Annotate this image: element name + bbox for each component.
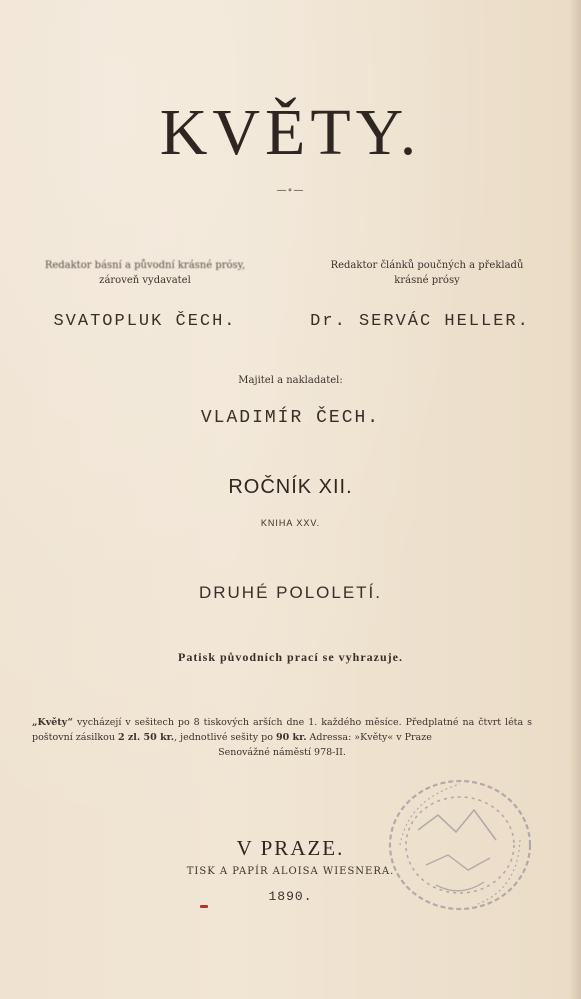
ink-mark — [200, 905, 208, 908]
right-editor-name: Dr. SERVÁC HELLER. — [310, 312, 530, 331]
journal-title: KVĚTY. — [159, 96, 422, 169]
info-journal-name: „Květy“ — [32, 717, 74, 728]
info-address: Senovážné náměstí 978-II. — [218, 747, 346, 758]
book-number: KNIHA XXV. — [260, 518, 321, 528]
left-editor-name: SVATOPLUK ČECH. — [53, 312, 237, 331]
owner-label: Majitel a nakladatel: — [238, 375, 343, 386]
publication-year: 1890. — [268, 889, 313, 904]
info-text-2: , jednotlivé sešity po — [174, 732, 276, 743]
info-price-quarter: 2 zl. 50 kr. — [118, 732, 175, 743]
half-year-label: DRUHÉ POLOLETÍ. — [198, 583, 383, 602]
info-text-1: vycházejí v sešitech po 8 tiskových arších dne 1. každého měsíce. Předplatné na čtvrt léta s poštovní zásilkou — [32, 717, 532, 743]
library-stamp-icon — [378, 770, 538, 920]
right-editor-line1: Redaktor článků poučných a překladů — [330, 260, 524, 271]
left-editor-line1: Redaktor básní a původní krásné prósy, — [44, 260, 246, 271]
publication-city: V PRAZE. — [236, 836, 345, 860]
subscription-info — [32, 715, 532, 760]
ornament-divider: —∘— — [276, 185, 305, 196]
info-address-label: Adressa: »Květy« v Praze — [306, 732, 432, 743]
printer-line: TISK A PAPÍR ALOISA WIESNERA. — [186, 866, 395, 877]
left-editor-line2: zároveň vydavatel — [99, 275, 191, 286]
left-editor-role — [20, 258, 270, 288]
owner-name: VLADIMÍR ČECH. — [200, 408, 381, 428]
right-editor-role — [292, 258, 562, 288]
reprint-notice: Patisk původních prací se vyhrazuje. — [177, 650, 403, 664]
volume-number: ROČNÍK XII. — [228, 476, 353, 498]
info-price-issue: 90 kr. — [275, 732, 307, 743]
right-editor-line2: krásné prósy — [394, 275, 460, 286]
